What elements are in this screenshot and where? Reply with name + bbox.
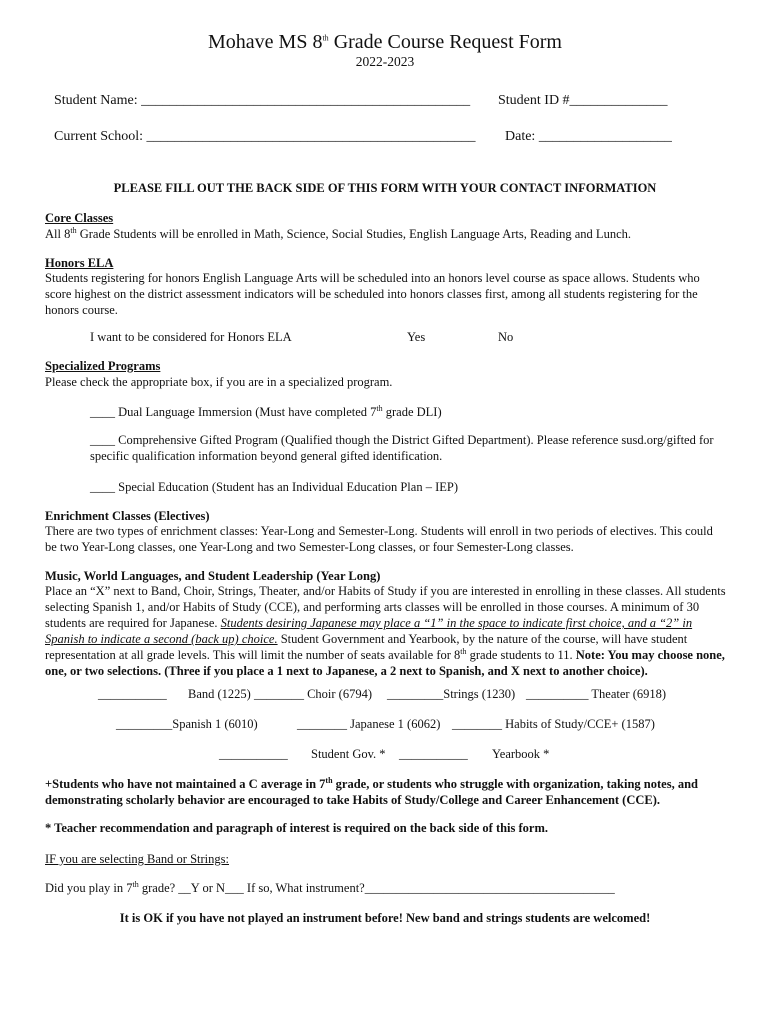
core-classes-text: All 8th Grade Students will be enrolled in Math, Science, Social Studies, English Language Arts, Reading and Lunch. [45,225,631,241]
honors-no-option[interactable]: No [498,330,514,344]
habits-of-study-option[interactable]: ________ Habits of Study/CCE+ (1587) [452,717,655,731]
yearbook-blank[interactable]: ___________ [399,747,468,761]
student-gov-blank[interactable]: ___________ [219,747,288,761]
teacher-recommendation-note: * Teacher recommendation and paragraph of interest is required on the back side of this form. [45,821,549,835]
back-side-notice: PLEASE FILL OUT THE BACK SIDE OF THIS FORM WITH YOUR CONTACT INFORMATION [113,181,657,195]
honors-yes-option[interactable]: Yes [407,330,426,344]
page-title: Mohave MS 8th Grade Course Request Form [208,31,562,53]
core-classes-heading: Core Classes [45,211,114,225]
yearbook-label: Yearbook * [492,747,550,761]
dli-option[interactable]: ____ Dual Language Immersion (Must have completed 7th grade DLI) [90,403,442,419]
date-field[interactable]: Date: ___________________ [505,129,672,144]
enrichment-text: There are two types of enrichment classes: Year-Long and Semester-Long. Students will enroll in two periods of electives. This could be two Year-Long classes, one Year-Long and two Semester-Long classes, or four Semester-Long classes. [45,524,713,554]
music-languages-text: Place an “X” next to Band, Choir, Strings, Theater, and/or Habits of Study if you are interested in enrolling in these classes. All students selecting Spanish 1, and/or Habits of Study (CCE), and performing arts classes will be enrolled in those courses. A minimum of 30 students are required for Japanese. Students desiring Japanese may place a “1” in the space to indicate first choice, and a “2” in Spanish to indicate a second (back up) choice. Student Government and Yearbook, by the nature of the course, will have student representation at all grade levels. This will limit the number of seats available for 8th grade students to 11. Note: You may choose none, one, or two selections. (Three if you place a 1 next to Japanese, a 2 next to Spanish, and X next to another choice). [45,584,726,678]
honors-ela-question: I want to be considered for Honors ELA [90,330,292,344]
theater-option[interactable]: __________ Theater (6918) [526,687,667,701]
honors-ela-heading: Honors ELA [45,256,114,270]
student-name-field[interactable]: Student Name: _______________________________________________ [54,93,471,108]
welcome-note: It is OK if you have not played an instrument before! New band and strings students are welcomed! [119,911,651,925]
gifted-option[interactable]: ____ Comprehensive Gifted Program (Qualified though the District Gifted Department). Please reference susd.org/gifted for specific qualification information beyond general gifted identification. [90,433,714,463]
student-id-field[interactable]: Student ID #______________ [498,93,668,108]
music-languages-heading: Music, World Languages, and Student Leadership (Year Long) [45,569,381,583]
special-education-option[interactable]: ____ Special Education (Student has an Individual Education Plan – IEP) [90,480,458,494]
honors-ela-text: Students registering for honors English Language Arts will be scheduled into an honors level course as space allows. Students who score highest on the district assessment indicators will be scheduled into honors classes first, among all students registering for the honors course. [45,271,700,317]
band-choir-option[interactable]: Band (1225) ________ Choir (6794) [188,687,373,701]
student-gov-label: Student Gov. * [311,747,386,761]
current-school-field[interactable]: Current School: _______________________________________________ [54,129,476,144]
japanese-option[interactable]: ________ Japanese 1 (6062) [297,717,441,731]
band-blank[interactable]: ___________ [98,687,167,701]
enrichment-heading: Enrichment Classes (Electives) [45,509,210,523]
specialized-programs-intro: Please check the appropriate box, if you are in a specialized program. [45,375,393,389]
instrument-question[interactable]: Did you play in 7th grade? __Y or N___ If so, What instrument?________________________________________ [45,879,615,895]
specialized-programs-heading: Specialized Programs [45,359,161,373]
spanish-option[interactable]: _________Spanish 1 (6010) [116,717,258,731]
habits-of-study-note: +Students who have not maintained a C average in 7th grade, or students who struggle with organization, taking notes, and demonstrating scholarly behavior are encouraged to take Habits of Study/College and Career Enhancement (CCE). [45,775,698,807]
strings-option[interactable]: _________Strings (1230) [387,687,516,701]
band-strings-heading: IF you are selecting Band or Strings: [45,852,229,866]
school-year: 2022-2023 [355,54,415,69]
